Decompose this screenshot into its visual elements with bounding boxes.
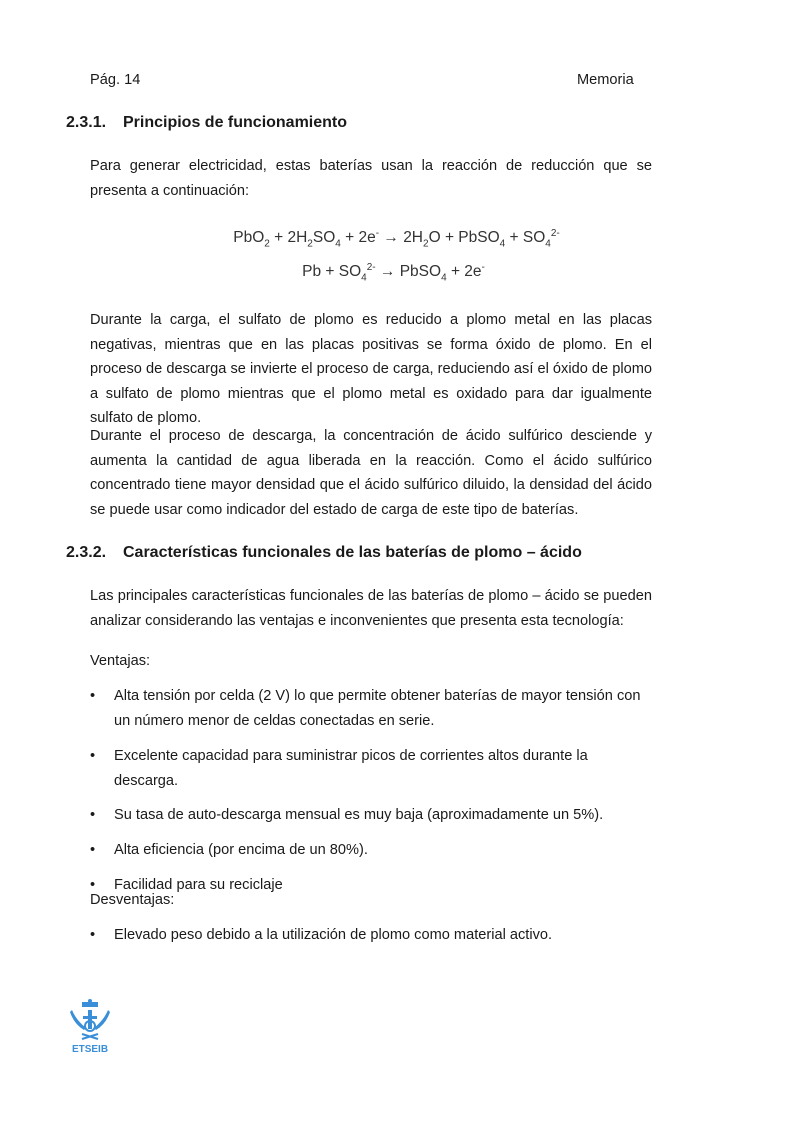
section-heading-2-3-1 (66, 114, 347, 132)
ventajas-label: Ventajas: (90, 653, 151, 669)
subscript: 2 (264, 238, 270, 250)
list-item: • Facilidad para su reciclaje (90, 873, 652, 898)
subscript: 4 (499, 238, 506, 250)
running-header: Memoria (577, 72, 634, 88)
list-item: • Alta eficiencia (por encima de un 80%). (90, 838, 652, 863)
equation-1 (0, 228, 793, 249)
section-title: Principios de funcionamiento (123, 114, 348, 131)
equation-term: + SO (505, 229, 546, 247)
desventajas-label: Desventajas: (90, 892, 175, 908)
section-heading-2-3-2 (66, 544, 582, 562)
paragraph: Durante la carga, el sulfato de plomo es reducido a plomo metal en las placas negativas, mientras que en las placas positivas se forma óxido de plomo. En el proceso de descarga se invierte el proceso de carga, reduciendo así el óxido de plomo a sulfato de plomo mientras que el plomo metal es oxidado para dar igualmente sulfato de plomo. (90, 312, 652, 427)
subscript: 4 (441, 272, 447, 284)
subscript: 4 (545, 238, 551, 250)
page-number: Pág. 14 (90, 72, 141, 88)
superscript: - (481, 262, 485, 273)
equation-term: + 2e (340, 229, 376, 247)
ventajas-list (90, 684, 652, 897)
list-item: • Alta tensión por celda (2 V) lo que permite obtener baterías de mayor tensión con un número menor de celdas conectadas en serie. (90, 684, 652, 733)
superscript: - (375, 228, 380, 239)
paragraph: Para generar electricidad, estas baterías usan la reacción de reducción que se presenta a continuación: (90, 158, 652, 199)
paragraph: Las principales características funcionales de las baterías de plomo – ácido se pueden analizar considerando las ventajas e inconvenientes que presenta esta tecnología: (90, 588, 652, 629)
equation-term: + 2e (446, 263, 482, 281)
superscript: 2- (550, 228, 560, 239)
subscript: 2 (423, 238, 429, 250)
logo-text: ETSEIB (71, 1044, 109, 1055)
superscript: 2- (366, 262, 376, 273)
subscript: 4 (335, 238, 341, 250)
equation-term: Pb + SO (302, 263, 362, 281)
equation-term: PbO (233, 229, 265, 247)
desventajas-list (90, 923, 652, 948)
equation-2 (0, 262, 790, 283)
list-item: • Su tasa de auto-descarga mensual es muy baja (aproximadamente un 5%). (90, 803, 652, 828)
equation-term: + 2H (269, 229, 308, 247)
section-title: Características funcionales de las baterías de plomo – ácido (123, 544, 582, 561)
equation-term: SO (312, 229, 336, 247)
subscript: 2 (307, 238, 313, 250)
equation-term: → 2H (379, 229, 424, 247)
list-item: • Excelente capacidad para suministrar picos de corrientes altos durante la descarga. (90, 744, 652, 793)
subscript: 4 (361, 272, 367, 284)
equation-term: O + PbSO (428, 229, 500, 247)
etseib-logo (64, 998, 116, 1055)
paragraph: Durante el proceso de descarga, la concentración de ácido sulfúrico desciende y aumenta la cantidad de agua liberada en la reacción. Como el ácido sulfúrico concentrado tiene mayor densidad que el ácido sulfúrico diluido, la densidad del ácido se puede usar como indicador del estado de carga de este tipo de baterías. (90, 428, 652, 518)
crest-icon (64, 998, 116, 1042)
list-item: • Elevado peso debido a la utilización de plomo como material activo. (90, 923, 652, 948)
section-number: 2.3.2. (66, 544, 107, 561)
equation-term: → PbSO (375, 263, 442, 281)
section-number: 2.3.1. (66, 114, 107, 131)
